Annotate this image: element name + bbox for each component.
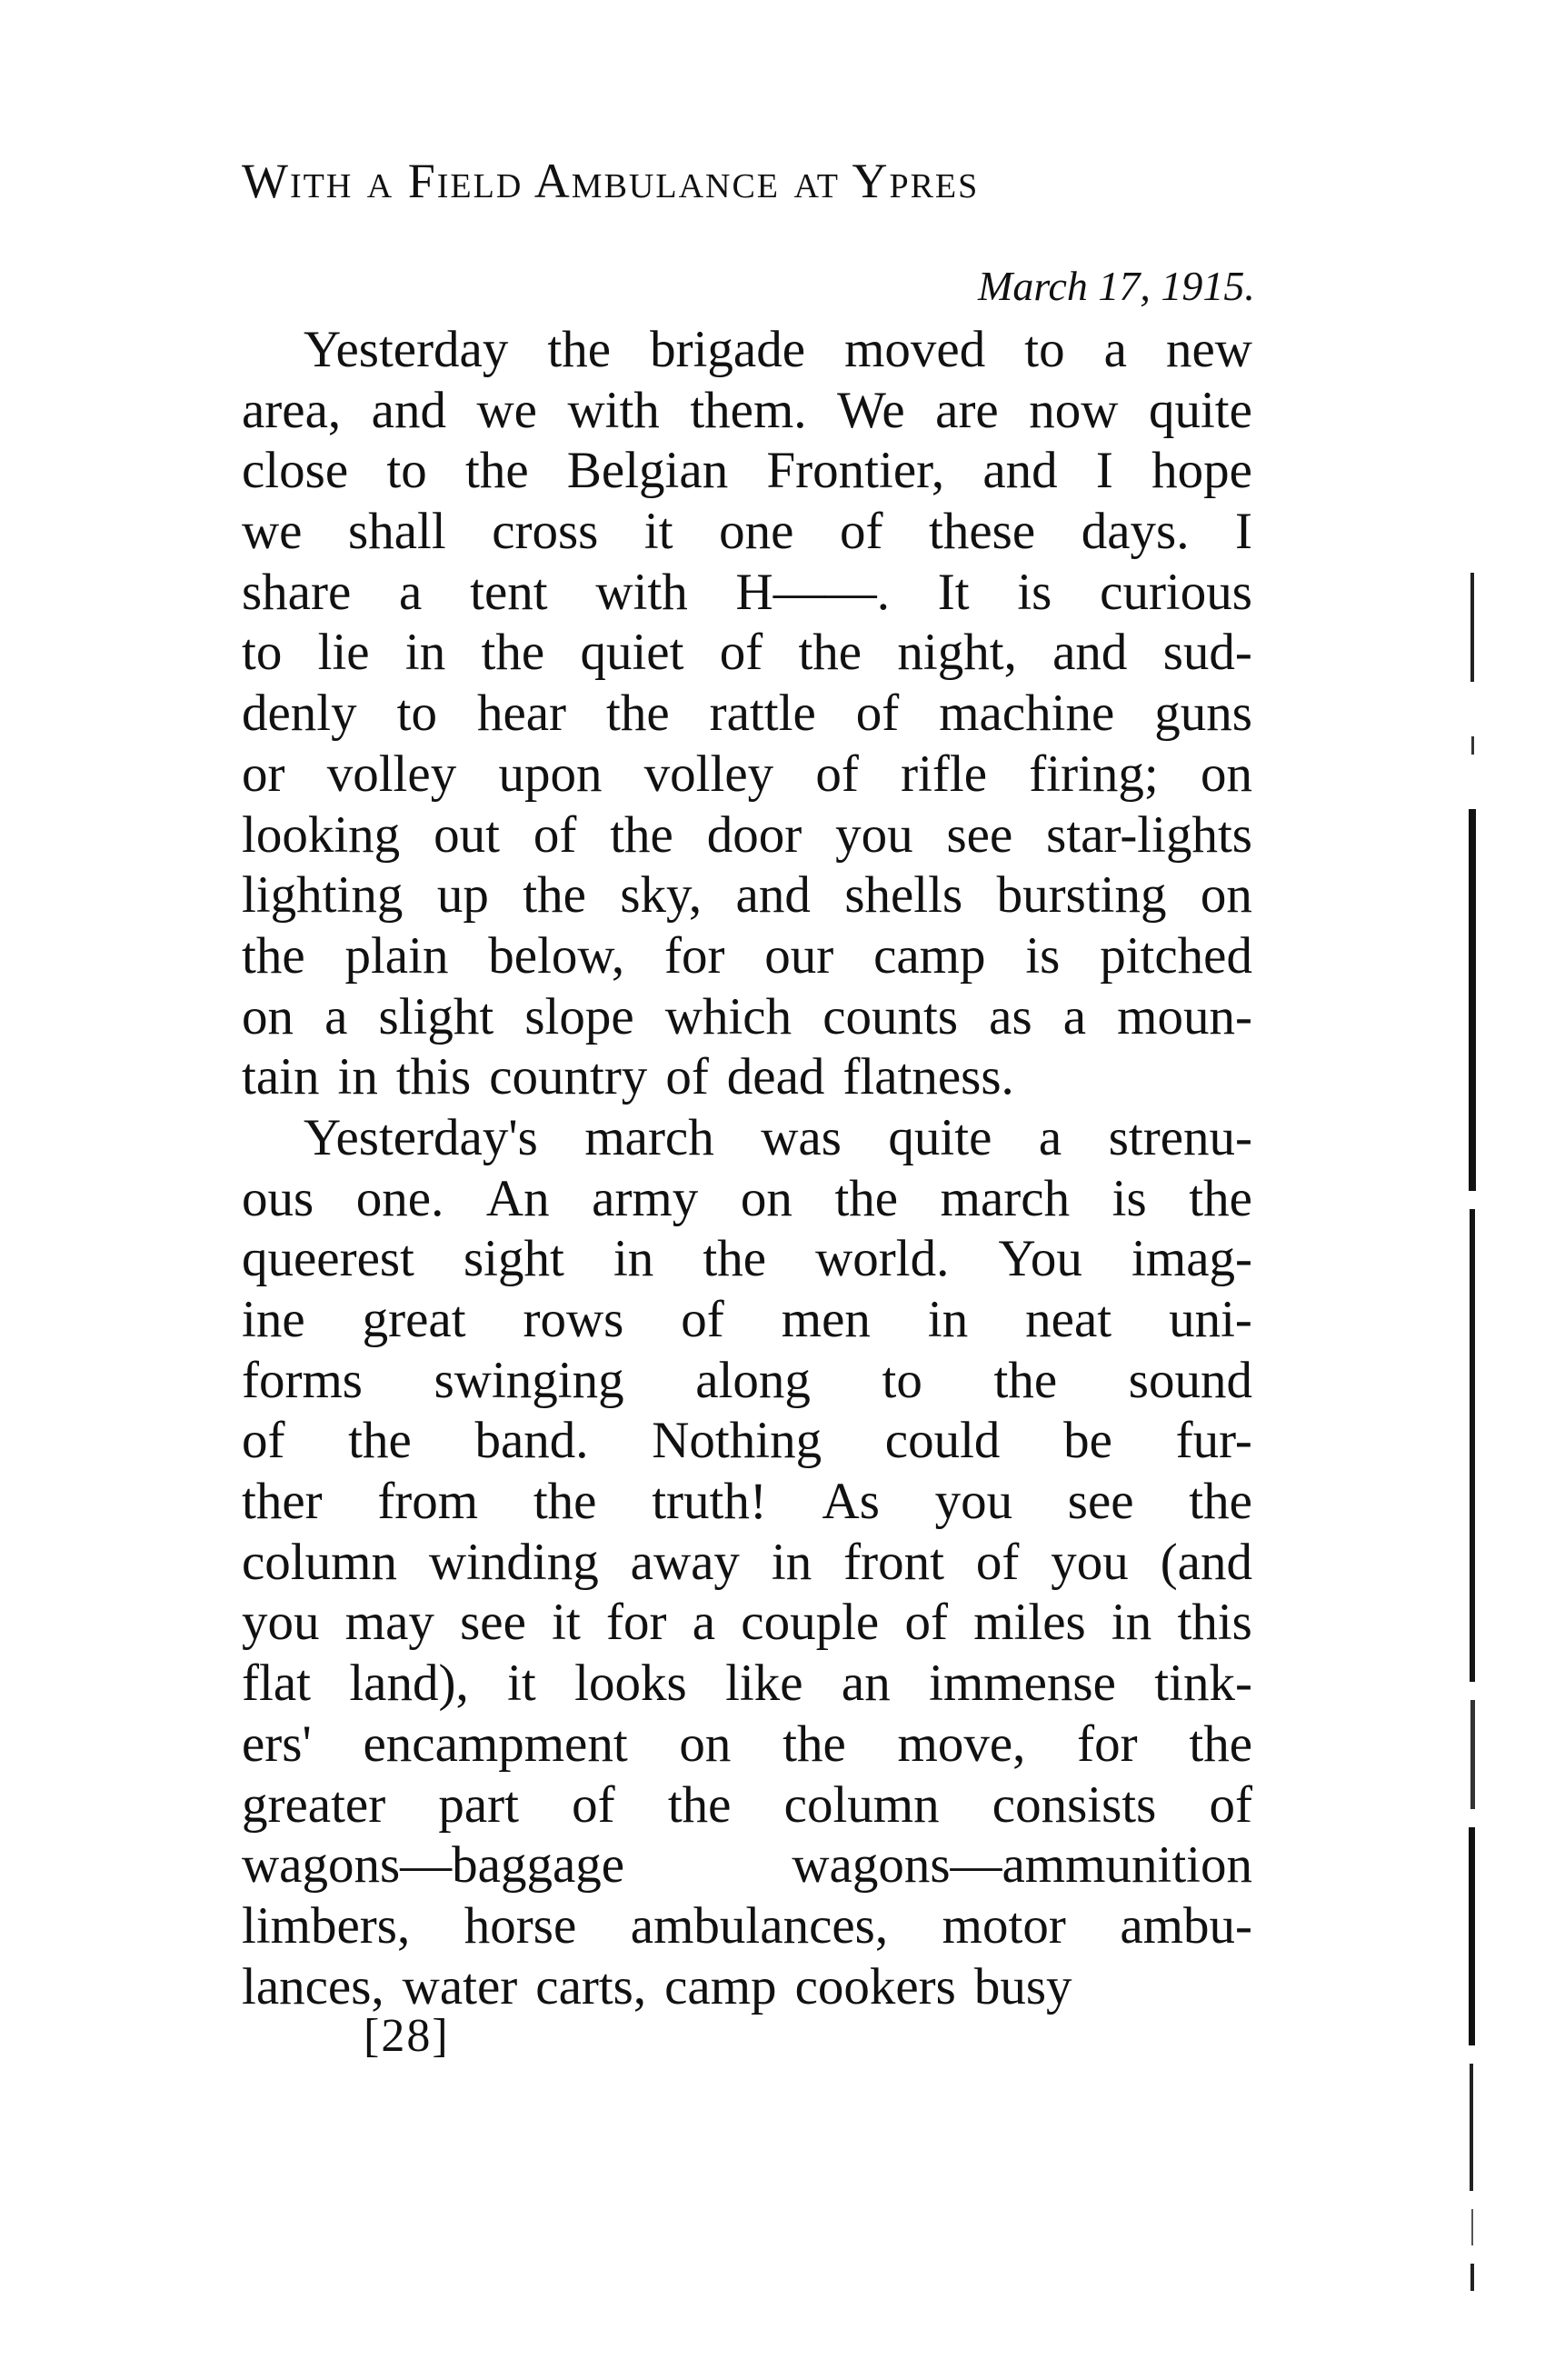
text-line: lighting up the sky, and shells bursting on [242, 866, 1252, 925]
dateline: March 17, 1915. [978, 263, 1255, 309]
text-line: ous one. An army on the march is the [242, 1169, 1252, 1227]
scan-edge-artifact [1454, 573, 1490, 2300]
text-line: or volley upon volley of rifle firing; on [242, 745, 1252, 803]
text-line: limbers, horse ambulances, motor ambu- [242, 1896, 1252, 1955]
running-head: With a Field Ambulance at Ypres [242, 154, 980, 208]
text-line: forms swinging along to the sound [242, 1351, 1252, 1409]
text-line: flat land), it looks like an immense tink- [242, 1655, 1252, 1713]
text-line: area, and we with them. We are now quite [242, 381, 1252, 439]
text-line: we shall cross it one of these days. I [242, 503, 1252, 561]
text-line: greater part of the column consists of [242, 1775, 1252, 1834]
text-line: ers' encampment on the move, for the [242, 1715, 1252, 1773]
text-line: you may see it for a couple of miles in this [242, 1594, 1252, 1652]
text-line: tain in this country of dead flatness. [242, 1048, 1014, 1106]
text-line: ther from the truth! As you see the [242, 1473, 1252, 1531]
text-line: column winding away in front of you (and [242, 1533, 1252, 1591]
text-line: the plain below, for our camp is pitched [242, 926, 1252, 985]
text-line: on a slight slope which counts as a moun- [242, 987, 1252, 1045]
text-line: to lie in the quiet of the night, and sud- [242, 624, 1252, 682]
text-line: lances, water carts, camp cookers busy [242, 1957, 1072, 2015]
text-line: of the band. Nothing could be fur- [242, 1412, 1252, 1470]
page-number: [28] [364, 2010, 450, 2062]
text-line: close to the Belgian Frontier, and I hope [242, 442, 1252, 500]
text-line: looking out of the door you see star-lights [242, 805, 1252, 864]
text-line: Yesterday's march was quite a strenu- [304, 1108, 1252, 1166]
text-line: Yesterday the brigade moved to a new [304, 321, 1252, 378]
text-line: share a tent with H——. It is curious [242, 563, 1252, 621]
text-line: queerest sight in the world. You imag- [242, 1230, 1252, 1288]
text-line: ine great rows of men in neat uni- [242, 1291, 1252, 1348]
body-text [242, 320, 1252, 2017]
text-line: wagons—baggage wagons—ammunition [242, 1836, 1252, 1895]
text-line: denly to hear the rattle of machine guns [242, 685, 1252, 743]
